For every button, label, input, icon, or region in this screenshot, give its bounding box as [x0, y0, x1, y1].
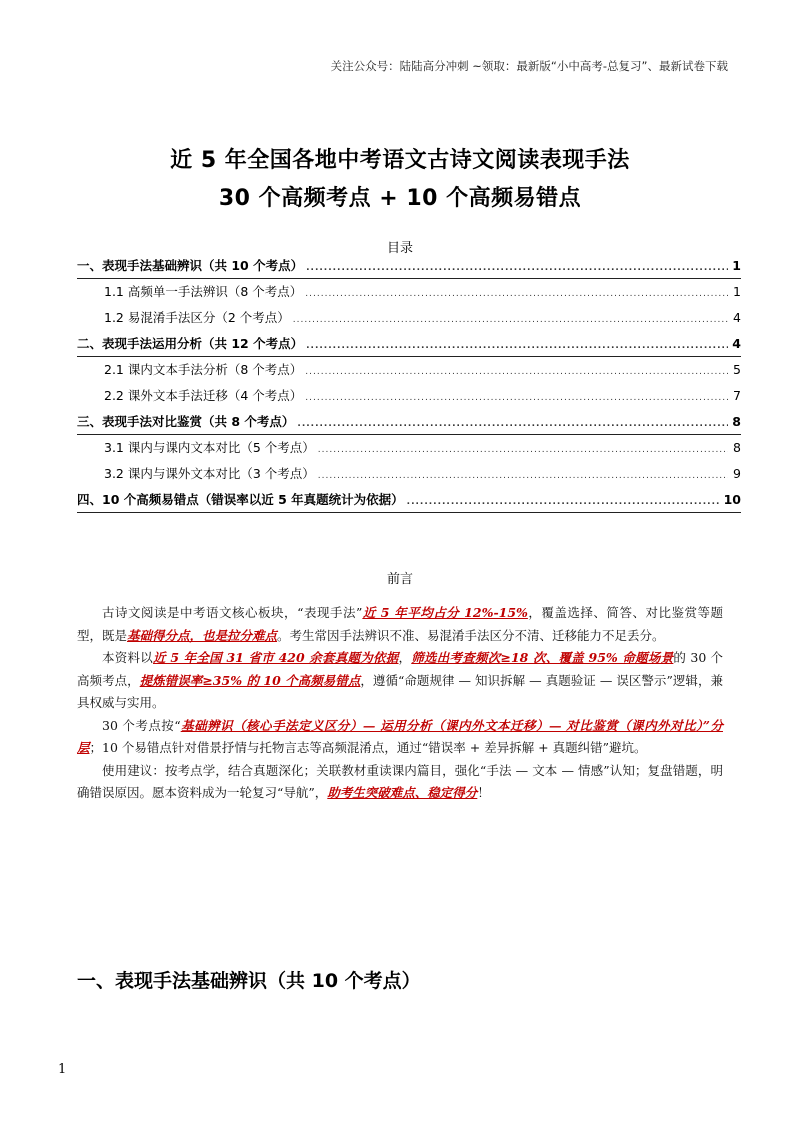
toc-entry-label: 3.1 课内与课内文本对比（5 个考点） — [104, 440, 315, 455]
toc-entry[interactable] — [77, 331, 741, 357]
toc-entry[interactable] — [77, 279, 741, 305]
toc-entry-page: 1 — [733, 284, 741, 299]
highlight-text: 近 5 年全国 31 省市 420 余套真题为依据 — [153, 650, 399, 665]
toc-entry-label: 1.1 高频单一手法辨识（8 个考点） — [104, 284, 303, 299]
toc-entry[interactable] — [77, 409, 741, 435]
toc-leader — [305, 279, 728, 307]
toc-entry[interactable] — [77, 487, 741, 513]
toc-entry-page: 4 — [733, 310, 741, 325]
toc-entry[interactable] — [77, 305, 741, 331]
page-number: 1 — [58, 1062, 67, 1077]
text-run: 。考生常因手法辨识不准、易混淆手法区分不清、迁移能力不足丢分。 — [277, 627, 665, 643]
toc-leader — [306, 331, 728, 359]
toc-entry[interactable] — [77, 461, 741, 487]
text-run: 30 个考点按“ — [102, 717, 181, 733]
preface-paragraph-1 — [77, 602, 723, 647]
toc-entry-page: 7 — [733, 388, 741, 403]
toc-entry-page: 10 — [723, 492, 741, 507]
text-run: 使用建议：按考点学，结合真题深化；关联教材重读课内篇目，强化“手法 — 文本 — 情感”认知；复盘错题，明确错误原因。愿本资料成为一轮复习“导航”， — [77, 762, 723, 800]
document-title-line2: 30 个高频考点 + 10 个高频易错点 — [218, 186, 582, 211]
toc-leader — [305, 357, 728, 385]
text-run: 的 30 个高频考点， — [77, 650, 723, 688]
highlight-text: 基础得分点，也是拉分难点 — [127, 627, 278, 643]
toc-leader — [305, 383, 728, 411]
toc-leader — [297, 409, 728, 437]
text-run: ！ — [477, 785, 490, 800]
toc-entry-page: 8 — [733, 440, 741, 455]
text-run: ；10 个易错点针对借景抒情与托物言志等高频混淆点，通过“错误率 + 差异拆解 + 真题纠错”避坑。 — [89, 740, 647, 755]
toc-entry[interactable] — [77, 253, 741, 279]
toc-entry-label: 二、表现手法运用分析（共 12 个考点） — [77, 336, 304, 351]
toc-entry-label: 2.1 课内文本手法分析（8 个考点） — [104, 362, 303, 377]
text-run: ， — [398, 650, 412, 665]
toc-leader — [306, 253, 728, 281]
highlight-text: 近 5 年平均占分 12%-15% — [362, 605, 528, 620]
toc-entry-page: 5 — [733, 362, 741, 377]
text-run: 本资料以 — [102, 650, 153, 665]
preface-paragraph-2 — [77, 647, 723, 715]
toc-leader — [318, 435, 728, 463]
highlight-text: 助考生突破难点、稳定得分 — [327, 785, 478, 800]
toc-entry-label: 四、10 个高频易错点（错误率以近 5 年真题统计为依据） — [77, 492, 404, 507]
preface-paragraph-4 — [77, 760, 723, 805]
text-run: ，覆盖选择、简答、对比鉴赏等题型，既是 — [77, 605, 723, 643]
toc-leader — [293, 305, 728, 333]
toc-entry-page: 8 — [732, 414, 741, 429]
document-title-line1: 近 5 年全国各地中考语文古诗文阅读表现手法 — [170, 148, 630, 173]
toc-leader — [318, 461, 728, 489]
preface-heading: 前言 — [386, 572, 413, 587]
highlight-text: 基础辨识（核心手法定义区分）— 运用分析（课内外文本迁移）— 对比鉴赏（课内外对比）”分层 — [77, 717, 723, 755]
header-note: 关注公众号：陆陆高分冲刺 ~领取：最新版“小中高考-总复习”、最新试卷下载 — [330, 59, 728, 73]
table-of-contents — [77, 253, 741, 513]
section-title: 一、表现手法基础辨识（共 10 个考点） — [77, 970, 421, 992]
preface-body — [77, 602, 723, 805]
toc-entry-label: 1.2 易混淆手法区分（2 个考点） — [104, 310, 290, 325]
text-run: 古诗文阅读是中考语文核心板块，“表现手法” — [102, 605, 363, 620]
text-run: ，遵循“命题规律 — 知识拆解 — 真题验证 — 误区警示”逻辑，兼具权威与实用。 — [77, 672, 723, 710]
toc-entry-label: 2.2 课外文本手法迁移（4 个考点） — [104, 388, 303, 403]
toc-entry-page: 1 — [732, 258, 741, 273]
toc-heading: 目录 — [386, 241, 413, 256]
highlight-text: 提炼错误率≥35% 的 10 个高频易错点 — [139, 672, 361, 688]
toc-entry[interactable] — [77, 435, 741, 461]
toc-entry[interactable] — [77, 383, 741, 409]
highlight-text: 筛选出考查频次≥18 次、覆盖 95% 命题场景 — [411, 650, 674, 665]
toc-entry-page: 9 — [733, 466, 741, 481]
toc-entry-label: 3.2 课内与课外文本对比（3 个考点） — [104, 466, 315, 481]
toc-entry-label: 一、表现手法基础辨识（共 10 个考点） — [77, 258, 304, 273]
toc-entry-page: 4 — [732, 336, 741, 351]
toc-entry-label: 三、表现手法对比鉴赏（共 8 个考点） — [77, 414, 295, 429]
preface-paragraph-3 — [77, 715, 723, 760]
toc-leader — [407, 487, 721, 515]
toc-entry[interactable] — [77, 357, 741, 383]
